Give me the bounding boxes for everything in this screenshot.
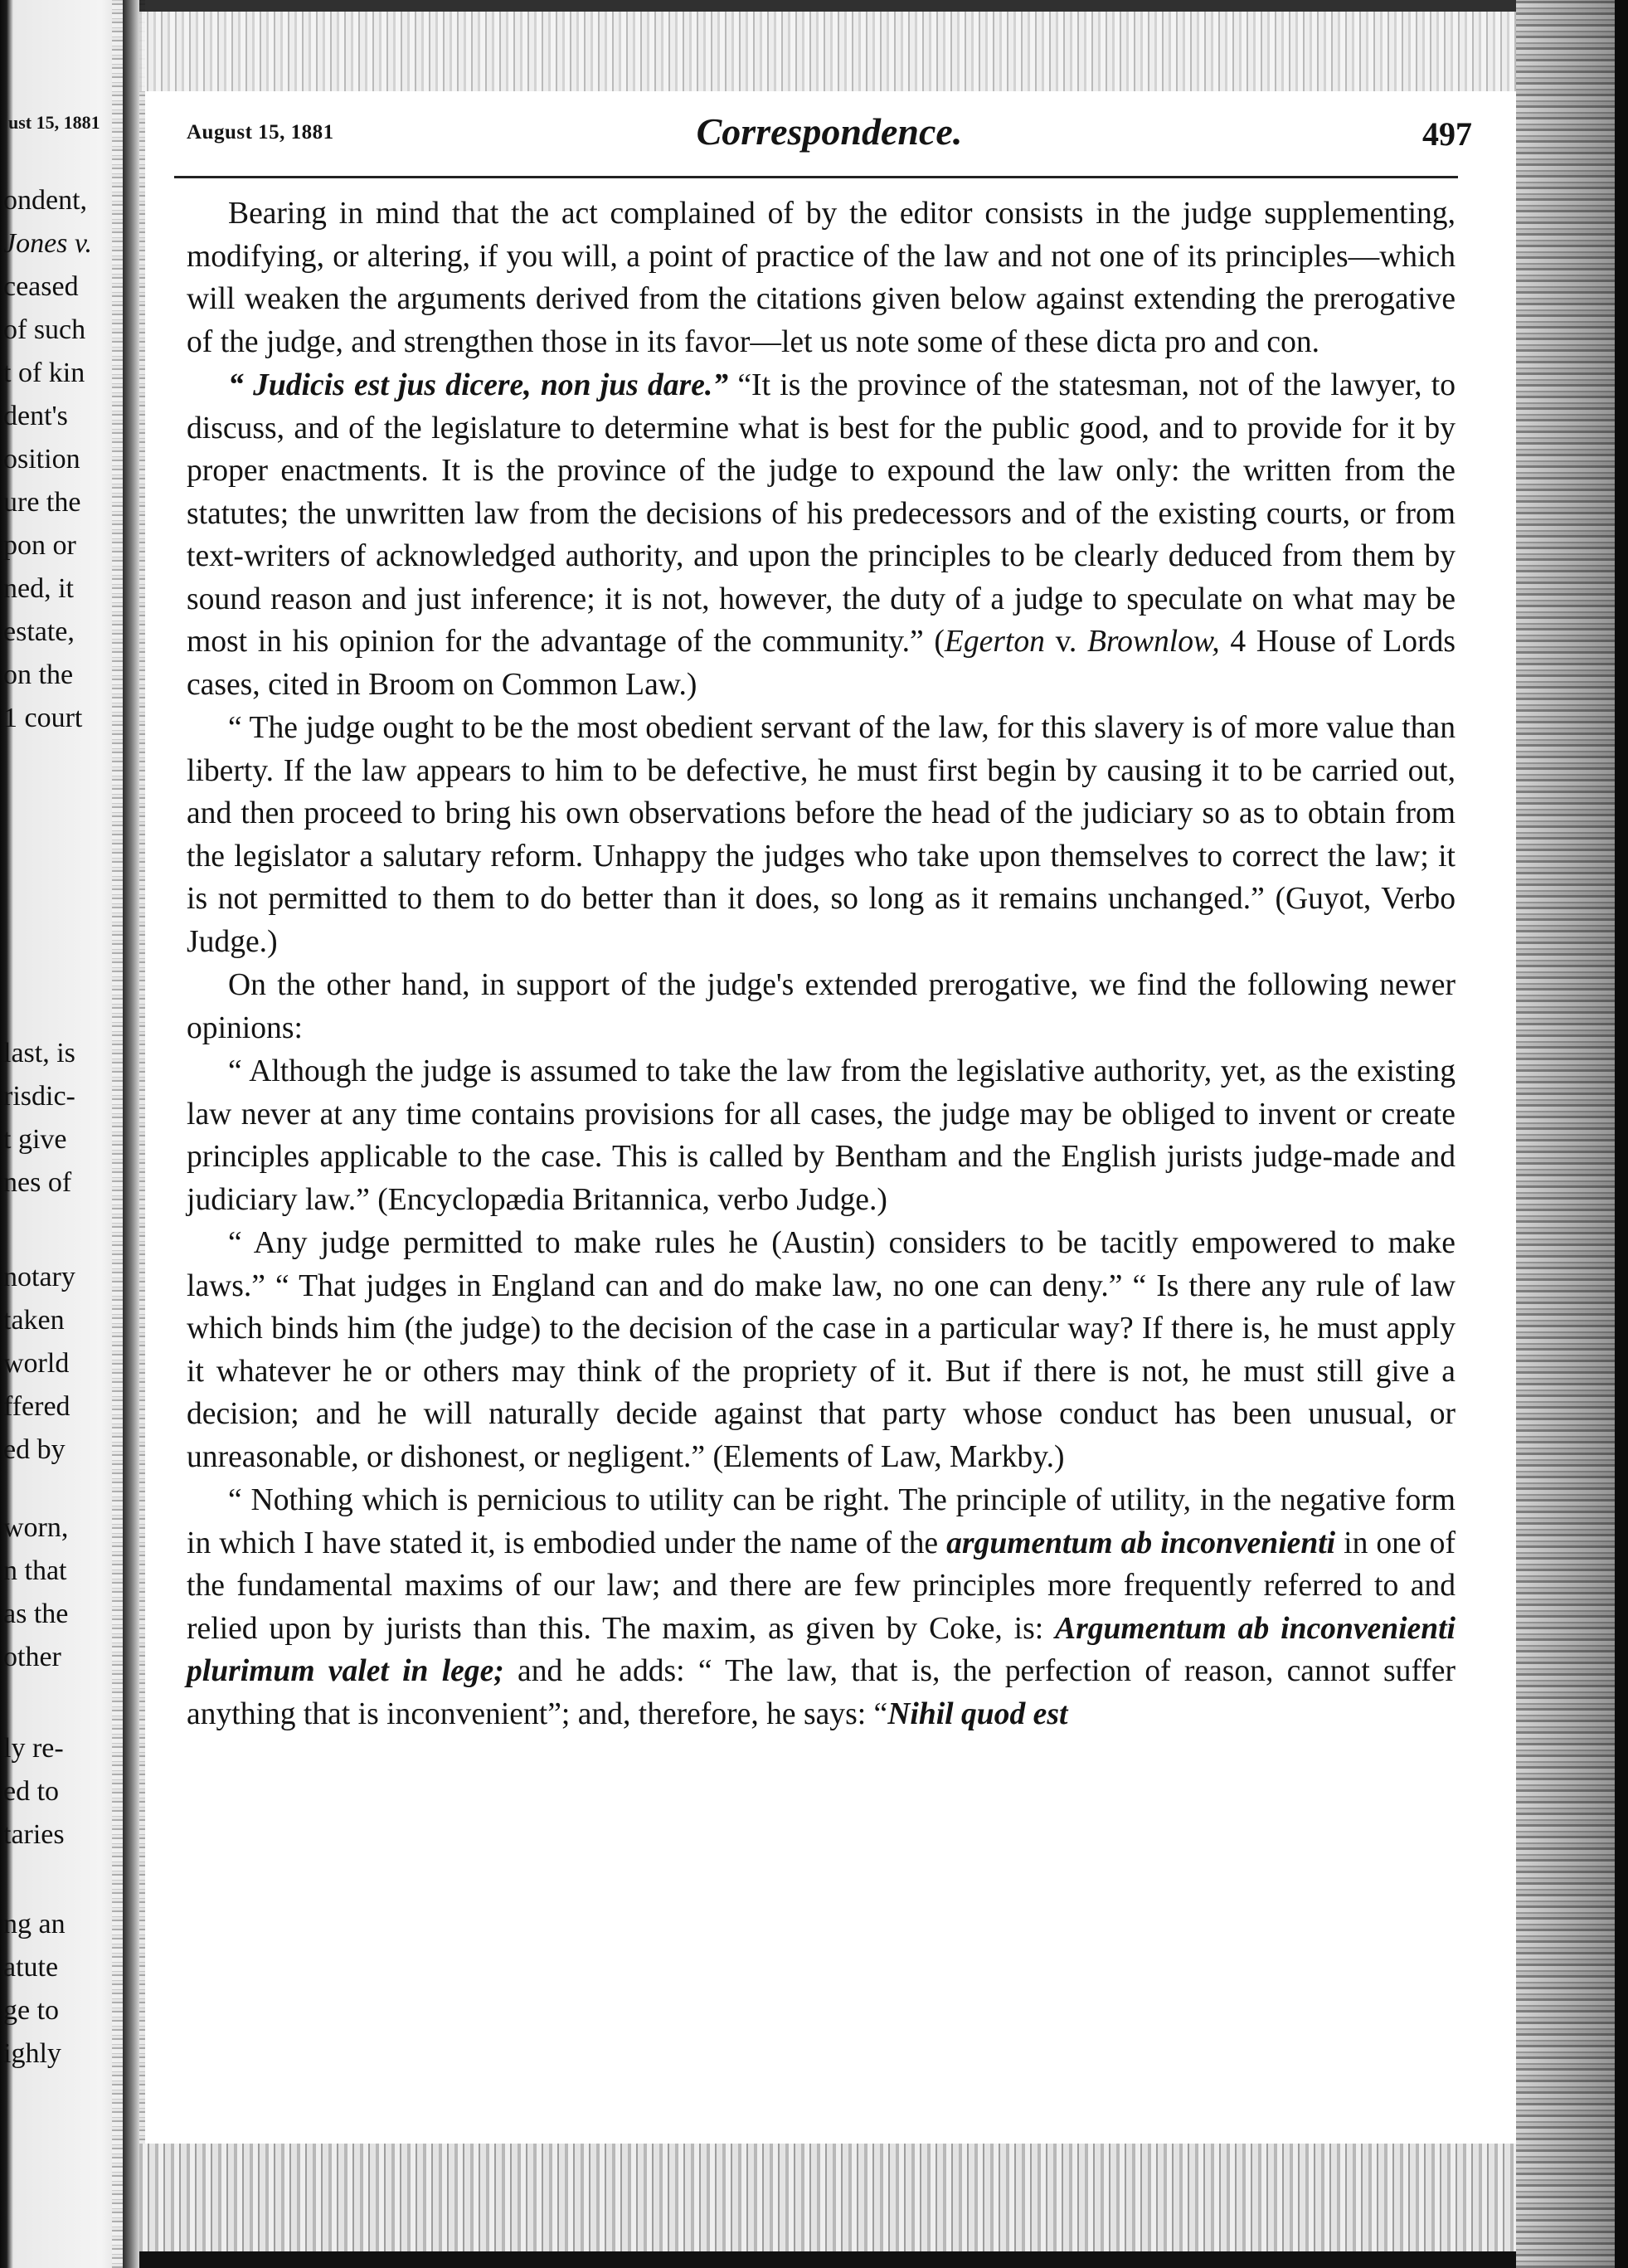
- adjacent-page-fragment: atute: [3, 1952, 59, 1983]
- adjacent-page-fragment: ly re-: [3, 1733, 64, 1764]
- citation-text: 4 House of Lords cases, cited in Broom on Common Law.): [187, 625, 1456, 702]
- latin-maxim: Nihil quod est: [887, 1696, 1068, 1731]
- adjacent-page-header: ust 15, 1881: [8, 112, 100, 133]
- paragraph-intro: Bearing in mind that the act complained of by the editor consists in the judge supplementing, modifying, or altering, if you will, a point of practice of the law and not one of its principles—which will weaken the arguments derived from the citations given below against extending the prerogative of the judge, and strengthen those in its favor—let us note some of these dicta pro and con.: [187, 197, 1455, 359]
- adjacent-page-fragment: on the: [3, 659, 74, 690]
- utility-text: “ Nothing which is pernicious to utility can be right. The principle of utility, in the negative form in which I have stated it, is embodied under the name of the: [187, 1483, 1455, 1560]
- running-head: [187, 110, 1472, 156]
- paragraph-guyot-quote: “ The judge ought to be the most obedient servant of the law, for this slavery is of more value than liberty. If the law appears to him to be defective, he must first begin by causing it to be carried out, and then proceed to bring his own observations before the head of the judiciary so as to obtain from the legislator a salutary reform. Unhappy the judges who take upon themselves to correct the law; it is not permitted to them to do better than it does, so long as it remains unchanged.” (Guyot, Verbo Judge.): [187, 711, 1455, 959]
- adjacent-page-fragment: taries: [3, 1819, 65, 1850]
- adjacent-page-fragment: ceased: [3, 271, 79, 302]
- adjacent-page-fragment: ed by: [3, 1434, 66, 1465]
- paragraph-markby-quote: “ Any judge permitted to make rules he (Austin) considers to be tacitly empowered to make laws.” “ That judges in England can and do make law, no one can deny.” “ Is there any rule of law which binds him (the judge) to the decision of the case in a particular way? If there is, he must apply it whatever he or others may think of the propriety of it. But if there is not, he must still give a decision; and he will naturally decide against that party whose conduct has been unusual, or unreasonable, or dishonest, or negligent.” (Elements of Law, Markby.): [187, 1226, 1455, 1474]
- adjacent-page-fragment: ed to: [3, 1776, 60, 1807]
- adjacent-page-fragment: estate,: [3, 616, 75, 647]
- quote-text: “It is the province of the statesman, not of the lawyer, to discuss, and of the legislature to determine what is best for the public good, and to provide for it by proper enactments. It is the province of the judge to expound the law only: the written from the statutes; the unwritten law from the decisions of his predecessors and of the existing courts, or from text-writers of acknowledged authority, and upon the principles to be clearly deduced from them by sound reason and just inference; it is not, however, the duty of a judge to speculate on what may be most in his opinion for the advantage of the community.” (: [187, 368, 1455, 659]
- binding-gutter: [123, 0, 139, 2268]
- utility-text: in one of the fundamental maxims of our law; and there are few principles more frequently referred to and relied upon by jurists than this. The maxim, as given by Coke, is:: [187, 1526, 1455, 1646]
- latin-term: argumentum ab inconvenienti: [946, 1526, 1336, 1560]
- case-name: Brownlow,: [1086, 625, 1220, 659]
- adjacent-page-fragment: ffered: [3, 1391, 70, 1422]
- adjacent-page-fragment: nes of: [3, 1167, 72, 1198]
- latin-maxim: “ Judicis est jus dicere, non jus dare.”: [228, 368, 729, 402]
- adjacent-page-fragment: worn,: [3, 1512, 69, 1543]
- adjacent-page-fragment: last, is: [3, 1038, 75, 1068]
- adjacent-page-fragment: t of kin: [3, 358, 85, 388]
- adjacent-page-fragment: ng an: [3, 1909, 66, 1939]
- adjacent-page-fragment: Jones v.: [3, 228, 92, 259]
- adjacent-page-fragment: dent's: [3, 401, 68, 431]
- adjacent-page-fragment: taken: [3, 1305, 65, 1336]
- adjacent-page-fragment: risdic-: [3, 1081, 75, 1112]
- adjacent-page-fragment: 1 court: [3, 703, 83, 733]
- adjacent-page-fragment: t give: [3, 1124, 67, 1155]
- page-number: 497: [1422, 115, 1472, 153]
- adjacent-page-fragment: notary: [3, 1262, 75, 1292]
- paragraph-transition: On the other hand, in support of the judge's extended prerogative, we find the following newer opinions:: [187, 968, 1455, 1045]
- latin-maxim: Argumentum ab inconvenienti plurimum valet in lege;: [187, 1611, 1455, 1688]
- bottom-scan-border: [139, 2144, 1516, 2268]
- adjacent-page-fragment: pon or: [3, 530, 76, 561]
- adjacent-page-fragment: of such: [3, 314, 86, 345]
- adjacent-page-fragment: osition: [3, 444, 80, 475]
- top-scan-border: [139, 0, 1516, 91]
- paragraph-britannica-quote: “ Although the judge is assumed to take the law from the legislative authority, yet, as the existing law never at any time contains provisions for all cases, the judge may be obliged to invent or create principles applicable to the case. This is called by Bentham and the English jurists judge-made and judiciary law.” (Encyclopædia Britannica, verbo Judge.): [187, 1054, 1455, 1217]
- header-rule: [174, 176, 1458, 178]
- adjacent-page-fragment: ure the: [3, 487, 81, 518]
- adjacent-page-fragment: n that: [3, 1555, 67, 1586]
- article-body: [187, 192, 1455, 1735]
- adjacent-page-fragment: as the: [3, 1599, 69, 1629]
- right-scan-border: [1516, 0, 1628, 2268]
- section-title: Correspondence.: [696, 110, 963, 153]
- adjacent-page-fragment: ondent,: [3, 185, 88, 216]
- case-versus: v.: [1044, 625, 1087, 659]
- issue-date: August 15, 1881: [187, 121, 334, 144]
- paragraph-utility: [187, 1479, 1455, 1735]
- adjacent-page-fragment: world: [3, 1348, 70, 1379]
- adjacent-page-fragment: ned, it: [3, 573, 74, 604]
- adjacent-page-fragment: other: [3, 1642, 61, 1672]
- utility-text: and he adds: “ The law, that is, the perfection of reason, cannot suffer anything that is inconvenient”; and, therefore, he says: “: [187, 1654, 1455, 1731]
- case-name: Egerton: [944, 625, 1045, 659]
- adjacent-page-fragment: ighly: [3, 2038, 61, 2069]
- adjacent-page-fragment: ge to: [3, 1995, 60, 2026]
- paragraph-egerton-quote: [187, 364, 1455, 706]
